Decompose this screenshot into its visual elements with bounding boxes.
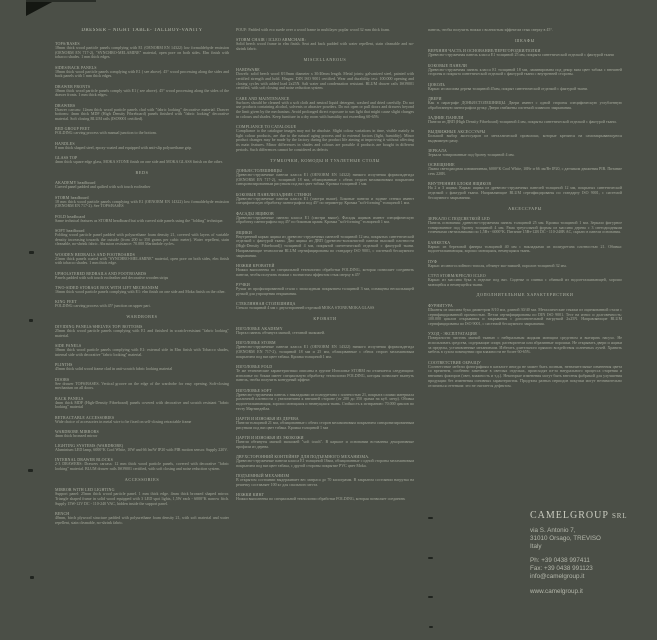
spec-section-body: 18mm thick wood particle panels complying with E1 (OENORM EN 14322) low formaldehyde emission (OENORM EN 717-2), "SYNCHRO-MELAMINE" material, open pore on both sides. Elm finish with tobacco shades. 1 mm thick edges. [55, 45, 229, 60]
section-group-heading: ТУМБОЧКИ, КОМОДЫ И ТУАЛЕТНЫЕ СТОЛЫ [269, 157, 381, 163]
spec-section [236, 192, 414, 206]
spec-section-body: Каркас из многослойного тополя, обтянут эко-замшей, поролон толщиной 32 мм. [428, 262, 567, 268]
spec-section-heading: COMPLIANCE TO CATALOGUE [236, 124, 297, 130]
spec-section-body: FOLDING carving process with manual junction to the bottom. [55, 130, 157, 136]
spec-section [428, 273, 622, 287]
spec-section-heading: ЗЕРКАЛО С ПОДСВЕТКОЙ LED [428, 216, 490, 221]
spec-section-heading: ВЕРХНЯЯ ЧАСТЬ И ОСНОВАНИЕ/ПЕРЕГОРОДКИ/ПОЛКИ [428, 48, 541, 54]
page-edge-artifact [26, 0, 96, 2]
spec-section [55, 396, 229, 410]
spec-section-heading: ИЗГОЛОВЬЕ FOLD [236, 364, 273, 370]
spec-section [236, 388, 414, 412]
spec-section [236, 340, 414, 359]
spec-section [236, 282, 414, 296]
spec-section-heading: БОКОВЫЕ ПАНЕЛИ [428, 62, 467, 68]
spec-section-body: Лампа светодиодная алюминиевая, 6000°K Cool White, 10Вт и 66 лм/Вт IP20, с датчиком движения PIR. Питание сеть 220В. [428, 166, 622, 177]
company-name [530, 510, 652, 521]
spec-section-body: Стекло толщиной 4 мм с двухсторонней отделкой MOKA STONE/MOKA GLASS [236, 304, 375, 310]
phone-line: Ph: +39 0438 997411 [530, 557, 590, 564]
address-line: 31010 Orsago, TREVISO [530, 535, 601, 542]
spec-section-heading: SIDE PANELS [55, 343, 82, 349]
spec-section-heading: TWO-SIDED STORAGE BOX WITH LIFT MECHANISM [55, 284, 159, 290]
spec-section [236, 96, 414, 120]
address-line: Italy [530, 543, 542, 550]
spec-section-heading: LIGHTING SYSTEMS (WARDROBE) [55, 443, 124, 449]
spec-section-heading: ЦАРГИ И ИЗНОЖЬЯ ИЗ ЭКОКОЖИ [236, 435, 304, 441]
spec-section-body: Древесно-стружечные панели класса E1 (OENORM EN 14322) низкого излучения формальдегида (OENORM EN 717-2), толщиной 18 мм, облицованные с обеих сторон меламиновым покрытием синхронизированным рисунком под вяз цвет табака. Кромка толщиной 1 мм. [236, 172, 414, 187]
spec-section-body: 25mm thick wood particle panels complying with E1 and finished in scratch-resistant "fabric looking" material. [55, 328, 229, 338]
spec-section-heading: SIDES/BACK PANELS [55, 64, 97, 70]
spec-section [55, 141, 229, 151]
fax-line: Fax: +39 0438 991123 [530, 565, 593, 572]
spec-section [428, 162, 622, 176]
spec-section-body: Древесно-стружечные панели класса E1 (смотри выше). Боковые панели и задние стенки имеют специфическую обработку пантографом под 45° по периметру. Кромка "soft-forming" толщиной 1 мм. [236, 195, 414, 206]
spec-section-body: Same technical features as STORM headboard but with curved side panels using the "folding" technique. [55, 217, 224, 223]
spec-section [428, 148, 622, 158]
spec-section-body: Те же технические характеристики описаны в группе Изголовье STORM но отличается следующим: изголовье по бокам имеет специальную обработку технологии FOLDING, которая позволяет выгнуть панель, чтобы получить контурный эффект. [236, 368, 414, 383]
spec-section-body: Dowels: solid beech wood 8/10mm diameter x 30/40mm length. Metal joints: galvanized steel, painted with certified strength and hold. Hinges: DIN ISO 9001 certified. Wear and durability test: 100.000 opening and closing cycles with added load 2x25N. Salt water and condensation resistant. BLUM drawer rails ISO9001 certified, with soft closing and noise reduction system. [236, 71, 414, 91]
spec-section-body: 4mm thick MDF (High-Density Fibreboard) panels covered with decorative and scratch resistant "fabric looking" material [55, 399, 229, 410]
spec-section-body: Compliance to the catalogue images may not be absolute. Slight colour variations in time, visible mainly in light colour products, are due to the natural aging process and to external factors (light, humidity). Minor product changes may be made by the factory during the product life aiming at improving it without affecting its main features. Minor differences in shades and colours are possible if products are bought in different periods. Such differences cannot be considered as defects [236, 128, 414, 152]
spec-column-middle [236, 28, 414, 636]
spec-section [428, 63, 622, 77]
page-artifact-mark [28, 469, 33, 472]
spec-section-body: 18 mm thick wood particle panels complying with E1 (OENORM EN 14322) low formaldehyde emission (OENORM EN 717-2). See TOPS/BASES [55, 198, 229, 209]
spec-section-body: Зеркала тонированные под бронзу толщиной 4 мм. [428, 152, 515, 158]
spec-section-body: Solid beech wood frame in elm finish. Seat and back padded with water repellent, stain cleanable and no-shrink fabric. [236, 41, 414, 51]
spec-section [55, 214, 229, 224]
spec-section-heading: ВНУТРЕННИЕ БЛОКИ ЯЩИКОВ [428, 181, 492, 187]
spec-section-heading: FOLD headboard [55, 213, 86, 219]
spec-section-heading: ЦАРГИ И ИЗНОЖЬЯ ИЗ ДЕРЕВА [236, 416, 299, 422]
spec-section-heading: ПОДЪЕМНЫЙ МЕХАНИЗМ [236, 473, 290, 479]
spec-section-heading: ОСВЕЩЕНИЕ [428, 162, 455, 168]
spec-section-heading: STORM headboard [55, 194, 89, 200]
spec-section-heading: ФАСАДЫ ЯЩИКОВ [236, 210, 274, 216]
spec-section [236, 37, 414, 51]
spec-section-heading: UPHOLSTERED BEDRAILS AND FOOTBOARDS [55, 270, 147, 276]
spec-section-body: Curved panel padded and quilted with soft touch ecoleather [55, 184, 151, 190]
spec-section-heading: ЯЩИКИ [236, 229, 252, 235]
spec-section [428, 240, 622, 254]
spec-section-heading: ИЗГОЛОВЬЕ SOFT [236, 387, 272, 393]
spec-section-body: Каркас из массива дерева толщиной 45мм, покрыт синтетической отделкой с фактурой ткани. [428, 85, 588, 91]
spec-section-heading: SOFT headboard [55, 227, 85, 233]
spec-section [55, 285, 229, 295]
spec-section [428, 129, 622, 143]
spec-section-heading: ЗЕРКАЛА [428, 148, 447, 154]
company-website: www.camelgroup.it [530, 588, 583, 595]
page-corner-artifact [26, 0, 56, 16]
spec-section [55, 511, 229, 525]
spec-section-body: В открытом состоянии выдерживает вес матраса до 70 килограмм. В закрытом состоянии нагрузка на решетку составляет 100 кг для спального места. [236, 477, 414, 487]
company-name-main: CAMELGROUP [530, 510, 609, 521]
spec-section-body: Wide choice of accessories in metal wire to be fixed on self-closing retractable frame [55, 418, 192, 424]
section-group-heading: ШКАФЫ [515, 37, 535, 43]
spec-section [236, 67, 414, 91]
spec-section [428, 331, 622, 355]
spec-section [55, 252, 229, 266]
spec-section-body: POUF: Padded with eco suede over a wood frame in multilayer poplar wood 32 mm thick foam. [236, 28, 391, 32]
spec-section-body: 16mm thick wood particle panels complying with E1: elm finish on one side and Moka finish on the other. [55, 288, 226, 294]
spec-section-body: See drawer TOPS/BASES. Vertical groove on the edge of the wardrobe for easy opening. Soft-closing mechanism on all doors. [55, 380, 229, 391]
spec-section-body: Ручки из профилированной стали с эпоксидным покрытием толщиной 3 мм, оснащены нескользящей ручкой для упрощения открывания. [236, 285, 414, 296]
spec-section-heading: БАНКЕТКА [428, 239, 451, 245]
spec-section-body: 45mm thick solid wood frame clad in anti-scratch fabric looking material [55, 366, 173, 372]
spec-section-heading: WARDROBE MIRRORS [55, 428, 99, 434]
spec-section [428, 216, 622, 235]
spec-section-heading: УХОД - ЭКСПЛУАТАЦИЯ [428, 331, 477, 337]
spec-section [55, 415, 229, 425]
section-group-heading: MISCELLANEOUS [303, 56, 347, 62]
address-line: via S. Antonio 7, [530, 527, 576, 534]
spec-section-heading: ЗАДНИЕ ПАНЕЛИ [428, 114, 464, 120]
spec-section [55, 487, 229, 506]
page-artifact-mark [29, 319, 33, 322]
section-group-heading: АКСЕССУАРЫ [508, 205, 542, 211]
spec-section [55, 343, 229, 357]
spec-section-body: Каркас из массива бука в отделке под вяз. Сиденье и спинка с обивкой из водоотталкивающей, хорошо моющейся и немнущейся ткани. [428, 277, 622, 287]
spec-section-body: Древесно-стружечная панель с накладками из полиуретана с плотностью 21, покрыта слоями материала различной плотности с увеличением к внешней стороне (от 200 до 350 грамм на куб. метр). Обивка водоотталкивающая, хорошо моющаяся и немнущаяся ткань. Стойкость к истиранию: 70.000 циклов по тесту Мартиндейла. [236, 391, 414, 411]
spec-section-body: Портал панель обтянута мягкой, стеганой экокожей. [236, 330, 325, 336]
spec-section-body: панель, чтобы получить ножки с волнистым эффектом стык сверху в 45°. [428, 28, 553, 32]
spec-section [55, 299, 229, 309]
spec-section [428, 181, 622, 200]
company-footer [530, 510, 652, 596]
spec-section [55, 443, 229, 453]
spec-section [55, 155, 229, 165]
spec-section [428, 360, 622, 389]
spec-section [55, 377, 229, 391]
spec-section-body: Как в параграфе ДОНЬЯ/СТОЛЕШНИЦЫ. Двери имеют с одной стороны специфическую углубленную обработанную пантографом ручку. Двери снабжены системой плавного закрывания. [428, 99, 622, 110]
section-group-heading: BEDS [135, 169, 149, 175]
spec-section-heading: СТЕКЛЯННАЯ СТОЛЕШНИЦА [236, 300, 296, 306]
spec-section [428, 115, 622, 125]
spec-section-heading: ЦОКОЛЬ [428, 81, 445, 87]
company-contact [530, 557, 652, 581]
spec-section-heading: ДВУХСТОРОННИЙ КОНТЕЙНЕР ДЛЯ ПОДЪЕМНОГО МЕХАНИЗМА. [236, 454, 370, 460]
spec-section-body: Ножки выполнены по специальной технологии обработки FOLDING, которая позволяет соединить [236, 496, 406, 502]
spec-section-heading: DOORS [55, 376, 70, 382]
spec-section-body: Ножки выполнены по специальной технологии обработки FOLDING, которая позволяет соединить панели, чтобы получить ножки с волнистым эффектом стык сверху в 45° [236, 266, 414, 277]
spec-section-body: 40mm, birch plywood structure padded with polyurethane foam density 21, with soft material and water repellent, stain cleanable, no-shrink fabric. [55, 515, 229, 525]
spec-section-heading: HARDWARE [236, 67, 260, 73]
spec-section [236, 263, 414, 277]
spec-section-body: 18mm thick wood particle panels complying with E1 ( see above). 45° wood processing along the sides and back panels with 1 mm thick edges. [55, 68, 229, 79]
spec-section [428, 303, 622, 327]
spec-section-heading: CARE AND MAINTENANCE [236, 95, 290, 101]
spec-section-heading: БОКОВЫЕ ПАНЕЛИ/ЗАДНИЕ СТЕНКИ [236, 191, 312, 197]
section-group-heading: WARDROBES [126, 313, 158, 319]
spec-section [428, 82, 622, 92]
spec-section-body: 2-3 DRAWERS: Drawers carcass: 12 mm thick wood particle panels, covered with decorative "fabric looking" material. BLUM drawer rails ISO9001 certified, with soft closing and noise reduction system. [55, 461, 229, 472]
spec-section-heading: INTERNAL DRAWER BLOCKS [55, 457, 113, 463]
spec-section [55, 180, 229, 190]
spec-section-heading: DIVIDING PANELS/SHELVES TOP/ BOTTOMS [55, 324, 143, 330]
spec-section [236, 326, 414, 336]
company-address [530, 527, 652, 551]
spec-section [55, 65, 229, 79]
section-group-heading: ACCESSORIES [124, 476, 160, 482]
spec-section-body: Aluminium LED lamp, 6000°K Cool White, 10W and 66 lm/W IP20 with PIR motion sensor. Supply 220V. [55, 447, 228, 453]
spec-section-body: Панель основания: древесно-стружечная панель толщиной 25 мм. Кромка толщиной 1 мм. Зеркало фигурное тонированное под бронзу толщиной 4 мм. Рама треугольной формы из массива дерева с 3 светодиодными точечными светильниками по 1,5Вт - 6000°K. Питание 15Вт-12В DC - 110-240В AC, скрыто в панели основания. [428, 220, 622, 235]
spec-section-heading: DRAWER FRONTS [55, 83, 91, 89]
spec-section-heading: НОЖКИ КРОВАТЕЙ [236, 262, 275, 268]
spec-section [236, 364, 414, 383]
spec-section-heading: ФУРНИТУРА [428, 302, 453, 308]
spec-section-body: Поверхности чистить мягкой тканью с нейтральным жидким моющим средством и вытирать насухо. Не использовать средства, содержащие спирт, растворители или абразивные порошки. Не открывать двери и ящики за пределы, установленные механизмом. Избегать длительного прямого воздействия солнечных лучей. Хранить мебель в сухом помещении при влажности не более 60-65%. [428, 335, 622, 355]
spec-section-body: Панели толщиной 21 мм, облицованные с обеих сторон меламиновым покрытием синхронизированным рисунком под вяз цвет табака. Кромка толщиной 1 мм [236, 420, 414, 430]
spec-section-heading: ИЗГОЛОВЬЕ AKADEMY [236, 326, 283, 332]
spec-section [428, 259, 622, 269]
spec-section-body: Каркас из березовой фанеры толщиной 40 мм с накладками из полиуретана плотностью 21. Обивка: водоотталкивающая, хорошо моющаяся, немнущаяся ткань. [428, 243, 622, 254]
spec-section [55, 84, 229, 98]
spec-section-body: 18mm thick wood particle panels complying with E1: external side in Elm finish with Tobacco shades, internal side with decorative "fabric looking" material. [55, 347, 229, 357]
spec-section-body: Folding wood particle panel padded with polyurethane foam density 21, covered with layers of variable density increasing towards the outside (from 200 to 350 grams per cubic meter). Water repellent, stain cleanable, no-shrink fabric. Abrasion resistance: 70.000 Martindale cycles. [55, 231, 229, 247]
spec-section-heading: СООТВЕТСТВИЕ ОБРАЗЦУ [428, 359, 481, 365]
spec-section-heading: GLASS TOP [55, 155, 78, 160]
spec-section-body: Панели из ДВП (High Density Fibreboard) толщиной 4 мм, покрыты синтетической отделкой с фактурой ткани. [428, 118, 617, 124]
spec-section [428, 28, 622, 33]
spec-section-heading: ПУФ [428, 258, 438, 264]
spec-section [55, 41, 229, 60]
spec-section [55, 228, 229, 247]
spec-section [428, 96, 622, 110]
spec-section-heading: RETRACTABLE ACCESSORIES [55, 414, 115, 420]
spec-section-heading: СТУЛ STORM/КРЕСЛО ICLEO [428, 273, 486, 278]
spec-section-heading: ДВЕРИ [428, 95, 442, 101]
spec-section [236, 473, 414, 487]
spec-section-body: Древесно-стружечные панели класса E1 (OENORM EN 14322) низкого излучения формальдегида (OENORM EN 717-2), толщиной 18 мм и 25 мм, облицованные с обеих сторон меламиновым покрытием под вяз цвет табака. Кромка толщиной 1 мм. [236, 344, 414, 359]
spec-section-heading: MIRROR WITH LED LIGHTING [55, 487, 115, 493]
spec-section-heading: TOPS/BASES [55, 41, 80, 46]
spec-section [236, 168, 414, 187]
spec-section-heading: DRAWERS [55, 102, 76, 108]
spec-section-heading: AKADEMY headboard [55, 180, 96, 186]
spec-section-heading: BENCH [55, 511, 70, 517]
spec-section-heading: ВЫДВИЖНЫЕ АКСЕССУАРЫ [428, 129, 486, 135]
spec-section-body: Панели обтянуты мягкой экокожей "soft touch". В каркасе и основании вставлены декоративные профили из дерева. [236, 439, 414, 449]
spec-section-body: 4mm thick square edge glass, MOKA STONE finish on one side and MOKA GLASS finish on the other. [55, 159, 223, 164]
spec-section [236, 435, 414, 449]
spec-section-heading: PLINTHS [55, 362, 73, 368]
spec-section-body: Соответствие мебели фотографиям в каталоге иногда не может быть полным, незначительные изменения цвета со временем, особенно заметные в светлых отделках, происходят из-за натурального процесса старения и внешних факторов (свет, влажность и т.д.). Некоторые изменения могут быть внесены фабрикой для улучшения продукции без изменения основных характеристик. Продукты разных периодов покупки могут незначительно отличаться оттенком: это не считается дефектом. [428, 363, 622, 388]
spec-section-heading: KING FEET [55, 299, 77, 305]
spec-section-heading: НОЖКИ КИНГ [236, 492, 265, 498]
spec-section-body: 4mm thick bronzed mirror [55, 432, 98, 438]
spec-section [55, 429, 229, 439]
spec-section-body: Большой выбор аксессуаров из металлической проволоки, которые крепятся на самозакрывающуюся выдвижную раму. [428, 133, 622, 143]
spec-section-heading: STORM CHAIR / ICLEO ARMCHAIR: [236, 37, 306, 43]
spec-section-body: Внутренний каркас ящика из древесно-стружечных панелей толщиной 12 мм, покрытых синтетической отделкой с фактурой ткани. Дно ящика из ДВП (древесно-волокнистой панели высокой плотности (High-Density Fibreboard)) толщиной 4 мм, покрытой синтетической отделкой с фактурой ткани. Направляющие технологии BLUM сертифицированы по стандарту ISO 9001, с системой бесшумного закрывания. [236, 233, 414, 258]
spec-section [55, 103, 229, 122]
spec-section [236, 28, 414, 33]
spec-section-body: Шканты из массива бука диаметром 8/10 мм, длиной 30/40 мм. Металлические стяжки из оцинкованной стали с сертифицированной прочностью. Петли сертифицированы по DIN ISO 9001. Тест на износ и долговечность: 100.000 циклов открывания и закрывания с дополнительной нагрузкой 2x25N. Направляющие BLUM сертифицированы по ISO 9001, с системой бесшумного закрывания. [428, 306, 622, 327]
spec-section-body: Древесно-стружечная панель класса E1 толщиной 18 мм, ламинирована под декор вяза цвет табака с внешней стороны и покрыта синтетической отделкой с фактурой ткани с внутренней стороны. [428, 66, 622, 77]
spec-section-heading: ИЗГОЛОВЬЕ STORM [236, 340, 276, 346]
page-artifact-mark [30, 576, 34, 579]
spec-section [236, 124, 414, 153]
page-artifact-mark [29, 251, 34, 254]
spec-section [236, 230, 414, 259]
spec-section-heading: ДОНЬЯ/СТОЛЕШНИЦЫ [236, 168, 282, 174]
spec-section-body: Support panel: 25mm thick wood particle panel. 1 mm thick edge. 4mm thick bronzed shaped mirror. Triangle shaped frame in solid wood equipped with 3 LED spot lights, 1,5W each - 6000°K narrow fitch. Supply 15W-12V DC - 110-240 VAC, hidden inside the support panel. [55, 491, 229, 506]
spec-section-body: FOLDING carving process with 45° junction on upper part. [55, 303, 151, 309]
spec-section-body: 21mm thick panels coated with "SYNCHRO-MELAMINE" material, open pore on both sides, elm finish with tobacco shades. 1 mm thick edge. [55, 255, 229, 266]
spec-section [55, 126, 229, 136]
spec-section [236, 454, 414, 468]
spec-section [55, 457, 229, 471]
spec-section [55, 324, 229, 338]
company-name-suffix: SRL [612, 512, 628, 520]
spec-section [55, 362, 229, 372]
spec-column-left [55, 28, 229, 636]
spec-section [236, 301, 414, 311]
spec-section-heading: РУЧКИ [236, 281, 250, 287]
spec-section [236, 211, 414, 225]
spec-section-body: Surfaces should be cleaned with a soft cloth and neutral liquid detergent, washed and dried carefully. Do not use products containing alcohol, solvents or abrasive powders. Do not open or pull doors and drawers beyond the limit given by the mechanism. Avoid prolonged direct exposure to sun light that might cause slight changes in colours and shades. Keep furniture in a dry room with humidity not exceeding 60-65% [236, 99, 414, 119]
spec-section [55, 195, 229, 209]
spec-section-heading: BACK PANELS [55, 395, 84, 401]
spec-section [55, 271, 229, 281]
spec-section [236, 492, 414, 502]
spec-section [428, 48, 622, 58]
spec-section-body: 18mm thick wood particle panels comply with E1 ( see above). 45° wood processing along the sides of the drawer fronts. 1 mm thick edges. [55, 87, 229, 98]
spec-section-body: 8 mm thick shaped steel, epoxy-coated and equipped with anti-slip polyurethane grip. [55, 144, 193, 150]
spec-section-heading: HANDLES [55, 140, 75, 146]
spec-section-body: Drawer carcass: 12mm thick wood particle panels clad with "fabric looking" decorative material. Drawer bottoms: 4mm thick MDF (High Density Fibreboard) panels finished with "fabric looking" decorative material. Soft closing BLUM rails (ISO9001 certified). [55, 106, 229, 122]
spec-section-heading: BED GROUP FEET [55, 126, 91, 132]
page-title: DRESSER – NIGHT TABLE- TALLBOY-VANITY [81, 28, 203, 33]
section-group-heading: ДОПОЛНИТЕЛЬНЫЕ ХАРАКТЕРИСТИКИ [476, 292, 574, 298]
email-line: info@camelgroup.it [530, 573, 585, 580]
section-group-heading: КРОВАТИ [313, 315, 337, 321]
spec-section-body: Древесно-стружечная панель класса E1 толщиной 25 мм, покрыта синтетической отделкой с фактурой ткани [428, 52, 614, 58]
spec-section [236, 416, 414, 430]
spec-section-body: На 2 и 3 ящика. Каркас ящика из древесно-стружечных панелей толщиной 12 мм, покрытых синтетической отделкой с фактурой ткани. Направляющие BLUM сертифицированы по стандарту ISO 9001, с системой бесшумного закрывания. [428, 185, 622, 200]
spec-section-body: Древесно-стружечные панели класса E1 толщиной 16мм, облицованные с одной стороны меламиновым покрытием под вяз цвет табака, с другой стороны покрытие PVC цвет Moka. [236, 458, 414, 468]
spec-section-body: Panels padded with soft touch ecoleather and decorative wooden strips [55, 274, 169, 280]
spec-section-heading: WOODEN BEDRAILS AND FOOTBOARDS [55, 251, 135, 257]
spec-section-body: Древесно-стружечные панели класса E1 (смотри выше). Фасады ящиков имеют специфическую обработку пантографом под 45° по боковым краям. Кромка "soft-forming" толщиной 1 мм. [236, 214, 414, 225]
